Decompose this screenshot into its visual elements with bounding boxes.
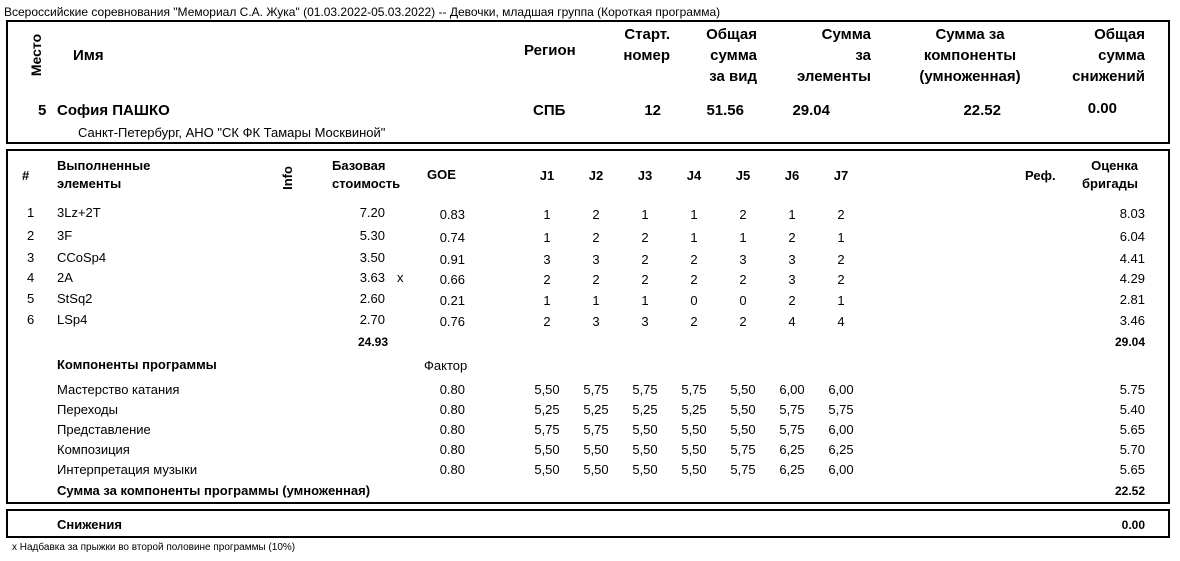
element-judge-score: 3 [788,252,796,267]
component-panel-score: 5.70 [1119,442,1145,457]
component-judge-score: 5,75 [779,422,805,437]
component-judge-score: 6,00 [828,382,854,397]
deductions-total-header-line1: Общая [1094,26,1145,43]
component-judge-score: 6,00 [828,422,854,437]
judge-header: J7 [833,168,849,183]
element-judge-score: 2 [592,207,600,222]
base-value-header-line2: стоимость [332,176,401,191]
component-judge-score: 5,50 [681,422,707,437]
element-judge-score: 3 [592,314,600,329]
element-judge-score: 1 [641,207,649,222]
deductions-total-header-line3: снижений [1072,68,1145,85]
element-goe: 0.21 [439,293,465,308]
deductions-box [6,509,1170,538]
element-code: 3F [57,228,73,243]
element-judge-score: 3 [641,314,649,329]
element-base-value: 5.30 [359,228,385,243]
panel-score-header-line1: Оценка [1091,158,1138,173]
deductions-value: 0.00 [1121,518,1145,532]
element-panel-score: 8.03 [1119,206,1145,221]
component-judge-score: 5,75 [632,382,658,397]
name-header: Имя [73,47,104,64]
element-judge-score: 2 [641,272,649,287]
footnote: x Надбавка за прыжки во второй половине программы (10%) [12,542,296,553]
referee-header: Реф. [1025,168,1056,183]
element-judge-score: 2 [641,230,649,245]
element-row-number: 6 [27,312,35,327]
component-judge-score: 5,75 [534,422,560,437]
skater-start-number: 12 [644,102,661,119]
event-title: Всероссийские соревнования "Мемориал С.А. Жука" (01.03.2022-05.03.2022) -- Девочки, младшая группа (Короткая программа) [4,5,721,19]
element-judge-score: 2 [592,230,600,245]
element-judge-score: 0 [739,293,747,308]
component-name: Композиция [57,442,130,457]
component-judge-score: 5,75 [583,422,609,437]
component-judge-score: 5,50 [632,462,658,477]
judge-header: J4 [686,168,702,183]
element-goe: 0.83 [439,207,465,222]
element-base-value: 2.70 [359,312,385,327]
element-code: LSp4 [57,312,88,327]
element-panel-score: 4.41 [1119,251,1145,266]
components-total-header [900,24,1040,87]
element-code: 2A [57,270,73,285]
component-factor: 0.80 [439,402,465,417]
base-value-header [332,157,400,193]
element-panel-score: 4.29 [1119,271,1145,286]
judge-header: J5 [735,168,751,183]
component-judge-score: 5,50 [534,382,560,397]
element-judge-score: 4 [837,314,845,329]
judge-header: J1 [539,168,555,183]
skater-club: Санкт-Петербург, АНО "СК ФК Тамары Москвиной" [78,125,386,140]
component-judge-score: 5,25 [583,402,609,417]
element-row-number: 1 [27,205,35,220]
element-judge-score: 1 [543,230,551,245]
judge-header: J6 [784,168,800,183]
executed-elements-header-line2: элементы [57,176,122,191]
element-judge-score: 2 [739,272,747,287]
element-judge-score: 1 [592,293,600,308]
element-judge-score: 1 [543,293,551,308]
component-judge-score: 5,50 [632,422,658,437]
start-number-header-line1: Старт. [624,26,670,43]
skater-place: 5 [38,102,47,119]
element-judge-score: 2 [739,207,747,222]
component-judge-score: 6,25 [779,462,805,477]
element-judge-score: 2 [837,252,845,267]
region-header: Регион [524,42,576,59]
components-total-header-line2: компоненты [923,47,1017,64]
component-judge-score: 5,50 [681,462,707,477]
component-judge-score: 5,25 [681,402,707,417]
component-judge-score: 5,25 [632,402,658,417]
element-judge-score: 2 [543,314,551,329]
element-judge-score: 3 [788,272,796,287]
skater-total-components: 22.52 [963,102,1001,119]
skater-region: СПБ [533,102,566,119]
element-base-value: 3.50 [359,250,385,265]
panel-score-header-line2: бригады [1082,176,1138,191]
component-judge-score: 5,75 [583,382,609,397]
element-panel-score: 6.04 [1119,229,1145,244]
start-number-header [600,24,670,66]
total-segment-header-line3: за вид [709,68,757,85]
component-judge-score: 5,75 [681,382,707,397]
element-row-number: 4 [27,270,35,285]
place-header: Место [28,33,44,77]
element-judge-score: 4 [788,314,796,329]
element-judge-score: 2 [641,252,649,267]
skater-total-segment: 51.56 [706,102,744,119]
components-total-header-line1: Сумма за [935,26,1005,43]
elements-total-header-line1: Сумма [821,26,871,43]
element-judge-score: 1 [543,207,551,222]
judge-header: J2 [588,168,604,183]
element-judge-score: 2 [543,272,551,287]
element-judge-score: 1 [739,230,747,245]
executed-elements-header [57,157,150,193]
component-judge-score: 5,75 [779,402,805,417]
component-factor: 0.80 [439,382,465,397]
component-panel-score: 5.75 [1119,382,1145,397]
elements-total-score: 29.04 [1114,335,1145,349]
deductions-total-header [1060,24,1145,87]
skater-total-elements: 29.04 [792,102,830,119]
element-base-value: 3.63 [359,270,385,285]
component-judge-score: 5,50 [583,462,609,477]
element-judge-score: 3 [592,252,600,267]
info-header: Info [280,166,295,190]
total-segment-header-line2: сумма [710,47,757,64]
judge-header: J3 [637,168,653,183]
element-code: 3Lz+2T [57,205,101,220]
components-title: Компоненты программы [57,357,217,372]
elements-num-header: # [22,168,30,183]
component-factor: 0.80 [439,422,465,437]
component-factor: 0.80 [439,462,465,477]
element-base-value: 7.20 [359,205,385,220]
element-judge-score: 2 [690,252,698,267]
element-goe: 0.74 [439,230,465,245]
component-judge-score: 6,25 [828,442,854,457]
element-goe: 0.91 [439,252,465,267]
component-judge-score: 5,75 [828,402,854,417]
component-judge-score: 5,75 [730,462,756,477]
panel-score-header [1060,157,1138,193]
element-judge-score: 2 [592,272,600,287]
element-judge-score: 1 [690,207,698,222]
element-row-number: 3 [27,250,35,265]
element-judge-score: 2 [788,230,796,245]
component-judge-score: 5,50 [632,442,658,457]
element-judge-score: 2 [739,314,747,329]
components-total-value: 22.52 [1114,484,1145,498]
component-panel-score: 5.65 [1119,422,1145,437]
total-segment-header [680,24,757,87]
start-number-header-line2: номер [623,47,670,64]
element-judge-score: 1 [837,230,845,245]
skater-name: София ПАШКО [57,102,170,119]
element-judge-score: 2 [837,207,845,222]
element-goe: 0.76 [439,314,465,329]
components-total-header-line3: (умноженная) [919,68,1021,85]
element-row-number: 2 [27,228,35,243]
elements-total-header-line3: элементы [796,68,871,85]
element-panel-score: 3.46 [1119,313,1145,328]
factor-header: Фактор [424,358,468,373]
element-base-value: 2.60 [359,291,385,306]
element-judge-score: 1 [788,207,796,222]
element-row-number: 5 [27,291,35,306]
executed-elements-header-line1: Выполненные [57,158,151,173]
component-name: Мастерство катания [57,382,180,397]
component-name: Представление [57,422,151,437]
components-total-label: Сумма за компоненты программы (умноженная) [57,483,371,498]
element-judge-score: 2 [788,293,796,308]
element-info: x [397,270,404,285]
component-judge-score: 6,00 [828,462,854,477]
element-judge-score: 3 [543,252,551,267]
component-judge-score: 5,25 [534,402,560,417]
element-judge-score: 2 [690,272,698,287]
component-judge-score: 5,50 [730,382,756,397]
component-judge-score: 5,50 [681,442,707,457]
component-judge-score: 5,50 [730,422,756,437]
component-name: Переходы [57,402,118,417]
component-panel-score: 5.65 [1119,462,1145,477]
deductions-label: Снижения [57,517,122,532]
component-judge-score: 5,50 [583,442,609,457]
component-judge-score: 6,00 [779,382,805,397]
component-judge-score: 5,75 [730,442,756,457]
element-code: CCoSp4 [57,250,107,265]
component-panel-score: 5.40 [1119,402,1145,417]
element-panel-score: 2.81 [1119,292,1145,307]
deductions-total-header-line2: сумма [1098,47,1145,64]
elements-total-header-line2: за [855,47,871,64]
component-name: Интерпретация музыки [57,462,198,477]
component-judge-score: 5,50 [730,402,756,417]
element-judge-score: 1 [690,230,698,245]
component-judge-score: 6,25 [779,442,805,457]
skater-total-deductions: 0.00 [1087,100,1117,117]
element-code: StSq2 [57,291,93,306]
component-judge-score: 5,50 [534,462,560,477]
element-judge-score: 2 [837,272,845,287]
total-segment-header-line1: Общая [706,26,757,43]
component-judge-score: 5,50 [534,442,560,457]
element-judge-score: 0 [690,293,698,308]
element-judge-score: 1 [837,293,845,308]
element-judge-score: 1 [641,293,649,308]
element-judge-score: 2 [690,314,698,329]
elements-total-header [770,24,871,87]
element-judge-score: 3 [739,252,747,267]
goe-header: GOE [427,167,456,182]
element-goe: 0.66 [439,272,465,287]
elements-total-base: 24.93 [357,335,388,349]
component-factor: 0.80 [439,442,465,457]
base-value-header-line1: Базовая [332,158,386,173]
